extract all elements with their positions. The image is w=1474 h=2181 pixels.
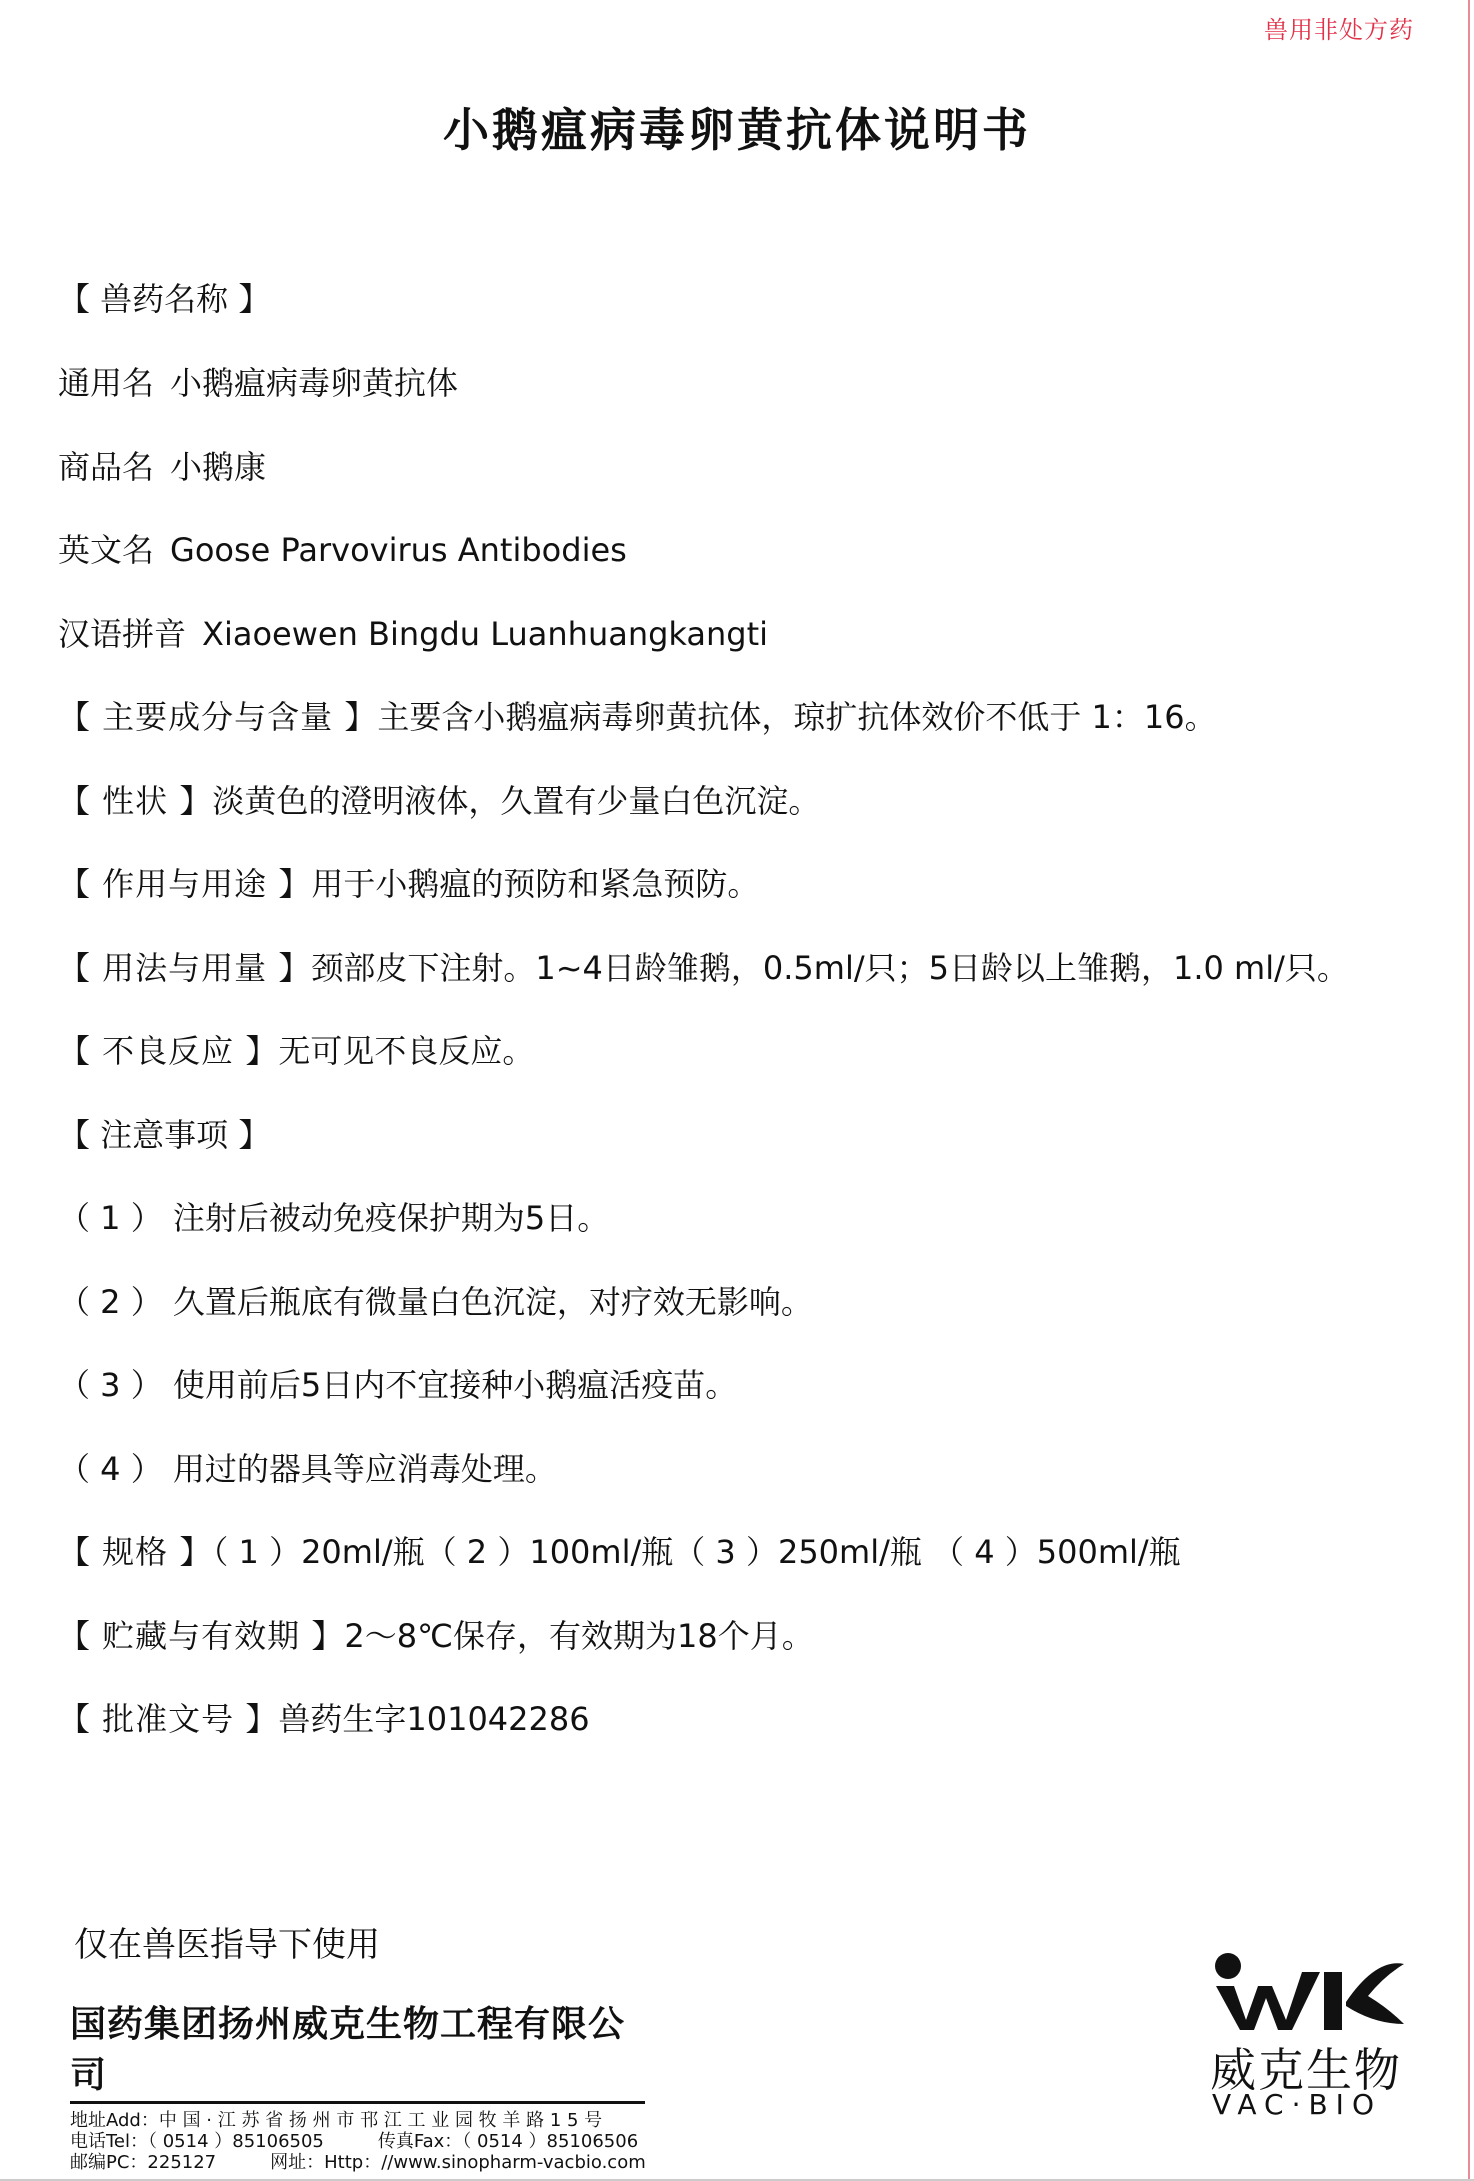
approval-row xyxy=(58,1699,590,1739)
specification-value: （ 1 ）20ml/瓶（ 2 ）100ml/瓶（ 3 ）250ml/瓶 （ 4 ）500ml/瓶 xyxy=(212,1533,1181,1571)
logo-english-text: VAC·BIO xyxy=(1212,2088,1382,2121)
ingredients-value: 主要含小鹅瘟病毒卵黄抗体，琼扩抗体效价不低于 1：16。 xyxy=(377,698,1217,736)
pinyin-name-value: Xiaoewen Bingdu Luanhuangkangti xyxy=(202,615,769,653)
storage-row xyxy=(58,1616,814,1656)
dosage-tag: 【 用法与用量 】 xyxy=(58,949,312,987)
generic-name-row xyxy=(58,363,458,403)
document-title: 小鹅瘟病毒卵黄抗体说明书 xyxy=(443,103,1031,157)
company-name: 国药集团扬州威克生物工程有限公司 xyxy=(70,1996,645,2104)
indications-value: 用于小鹅瘟的预防和紧急预防。 xyxy=(311,865,760,903)
adverse-tag: 【 不良反应 】 xyxy=(58,1032,279,1070)
precautions-header: 【 注意事项 】 xyxy=(58,1116,271,1154)
rx-category-label: 兽用非处方药 xyxy=(1264,16,1414,44)
appearance-value: 淡黄色的澄明液体，久置有少量白色沉淀。 xyxy=(212,782,821,820)
precaution-item: （ 4 ） 用过的器具等应消毒处理。 xyxy=(58,1450,557,1488)
trade-name-key: 商品名 xyxy=(58,448,155,486)
company-postcode: 邮编PC：225127 xyxy=(70,2152,217,2173)
generic-name-value: 小鹅瘟病毒卵黄抗体 xyxy=(170,364,459,402)
adverse-row xyxy=(58,1031,534,1071)
appearance-row xyxy=(58,781,820,821)
adverse-value: 无可见不良反应。 xyxy=(278,1032,535,1070)
company-tel: 电话Tel：（ 0514 ）85106505 xyxy=(70,2131,324,2152)
indications-row xyxy=(58,864,759,904)
vacbio-logo-icon xyxy=(1206,1950,1406,2030)
precaution-item: （ 3 ） 使用前后5日内不宜接种小鹅瘟活疫苗。 xyxy=(58,1366,738,1404)
indications-tag: 【 作用与用途 】 xyxy=(58,865,312,903)
storage-value: 2～8℃保存，有效期为18个月。 xyxy=(344,1617,814,1655)
trade-name-value: 小鹅康 xyxy=(170,448,267,486)
dosage-value: 颈部皮下注射。1~4日龄雏鹅，0.5ml/只；5日龄以上雏鹅，1.0 ml/只。 xyxy=(311,949,1349,987)
page-edge-rule xyxy=(1468,0,1470,2181)
drug-name-header: 【 兽药名称 】 xyxy=(58,280,271,318)
specification-tag: 【 规格 】 xyxy=(58,1533,213,1571)
english-name-key: 英文名 xyxy=(58,531,155,569)
dosage-row xyxy=(58,948,1349,988)
specification-row xyxy=(58,1532,1181,1572)
appearance-tag: 【 性状 】 xyxy=(58,782,213,820)
trade-name-row xyxy=(58,447,266,487)
logo-chinese-text: 威克生物 xyxy=(1210,2043,1402,2097)
pinyin-name-row xyxy=(58,614,768,654)
veterinary-use-note: 仅在兽医指导下使用 xyxy=(74,1925,380,1965)
company-fax: 传真Fax：（ 0514 ）85106506 xyxy=(377,2131,639,2152)
company-address: 地址Add：中 国 · 江 苏 省 扬 州 市 邗 江 工 业 园 牧 羊 路 1 5 号 xyxy=(70,2110,603,2131)
generic-name-key: 通用名 xyxy=(58,364,155,402)
approval-tag: 【 批准文号 】 xyxy=(58,1700,279,1738)
company-block xyxy=(70,1996,645,2173)
company-website: 网址：Http：//www.sinopharm-vacbio.com xyxy=(270,2152,646,2173)
ingredients-tag: 【 主要成分与含量 】 xyxy=(58,698,378,736)
precaution-item: （ 2 ） 久置后瓶底有微量白色沉淀，对疗效无影响。 xyxy=(58,1283,813,1321)
english-name-row xyxy=(58,530,627,570)
vacbio-logo xyxy=(1206,1950,1406,2120)
ingredients-row xyxy=(58,697,1217,737)
precaution-item: （ 1 ） 注射后被动免疫保护期为5日。 xyxy=(58,1199,610,1237)
approval-value: 兽药生字101042286 xyxy=(278,1700,590,1738)
english-name-value: Goose Parvovirus Antibodies xyxy=(170,531,627,569)
pinyin-name-key: 汉语拼音 xyxy=(58,615,187,653)
storage-tag: 【 贮藏与有效期 】 xyxy=(58,1617,345,1655)
